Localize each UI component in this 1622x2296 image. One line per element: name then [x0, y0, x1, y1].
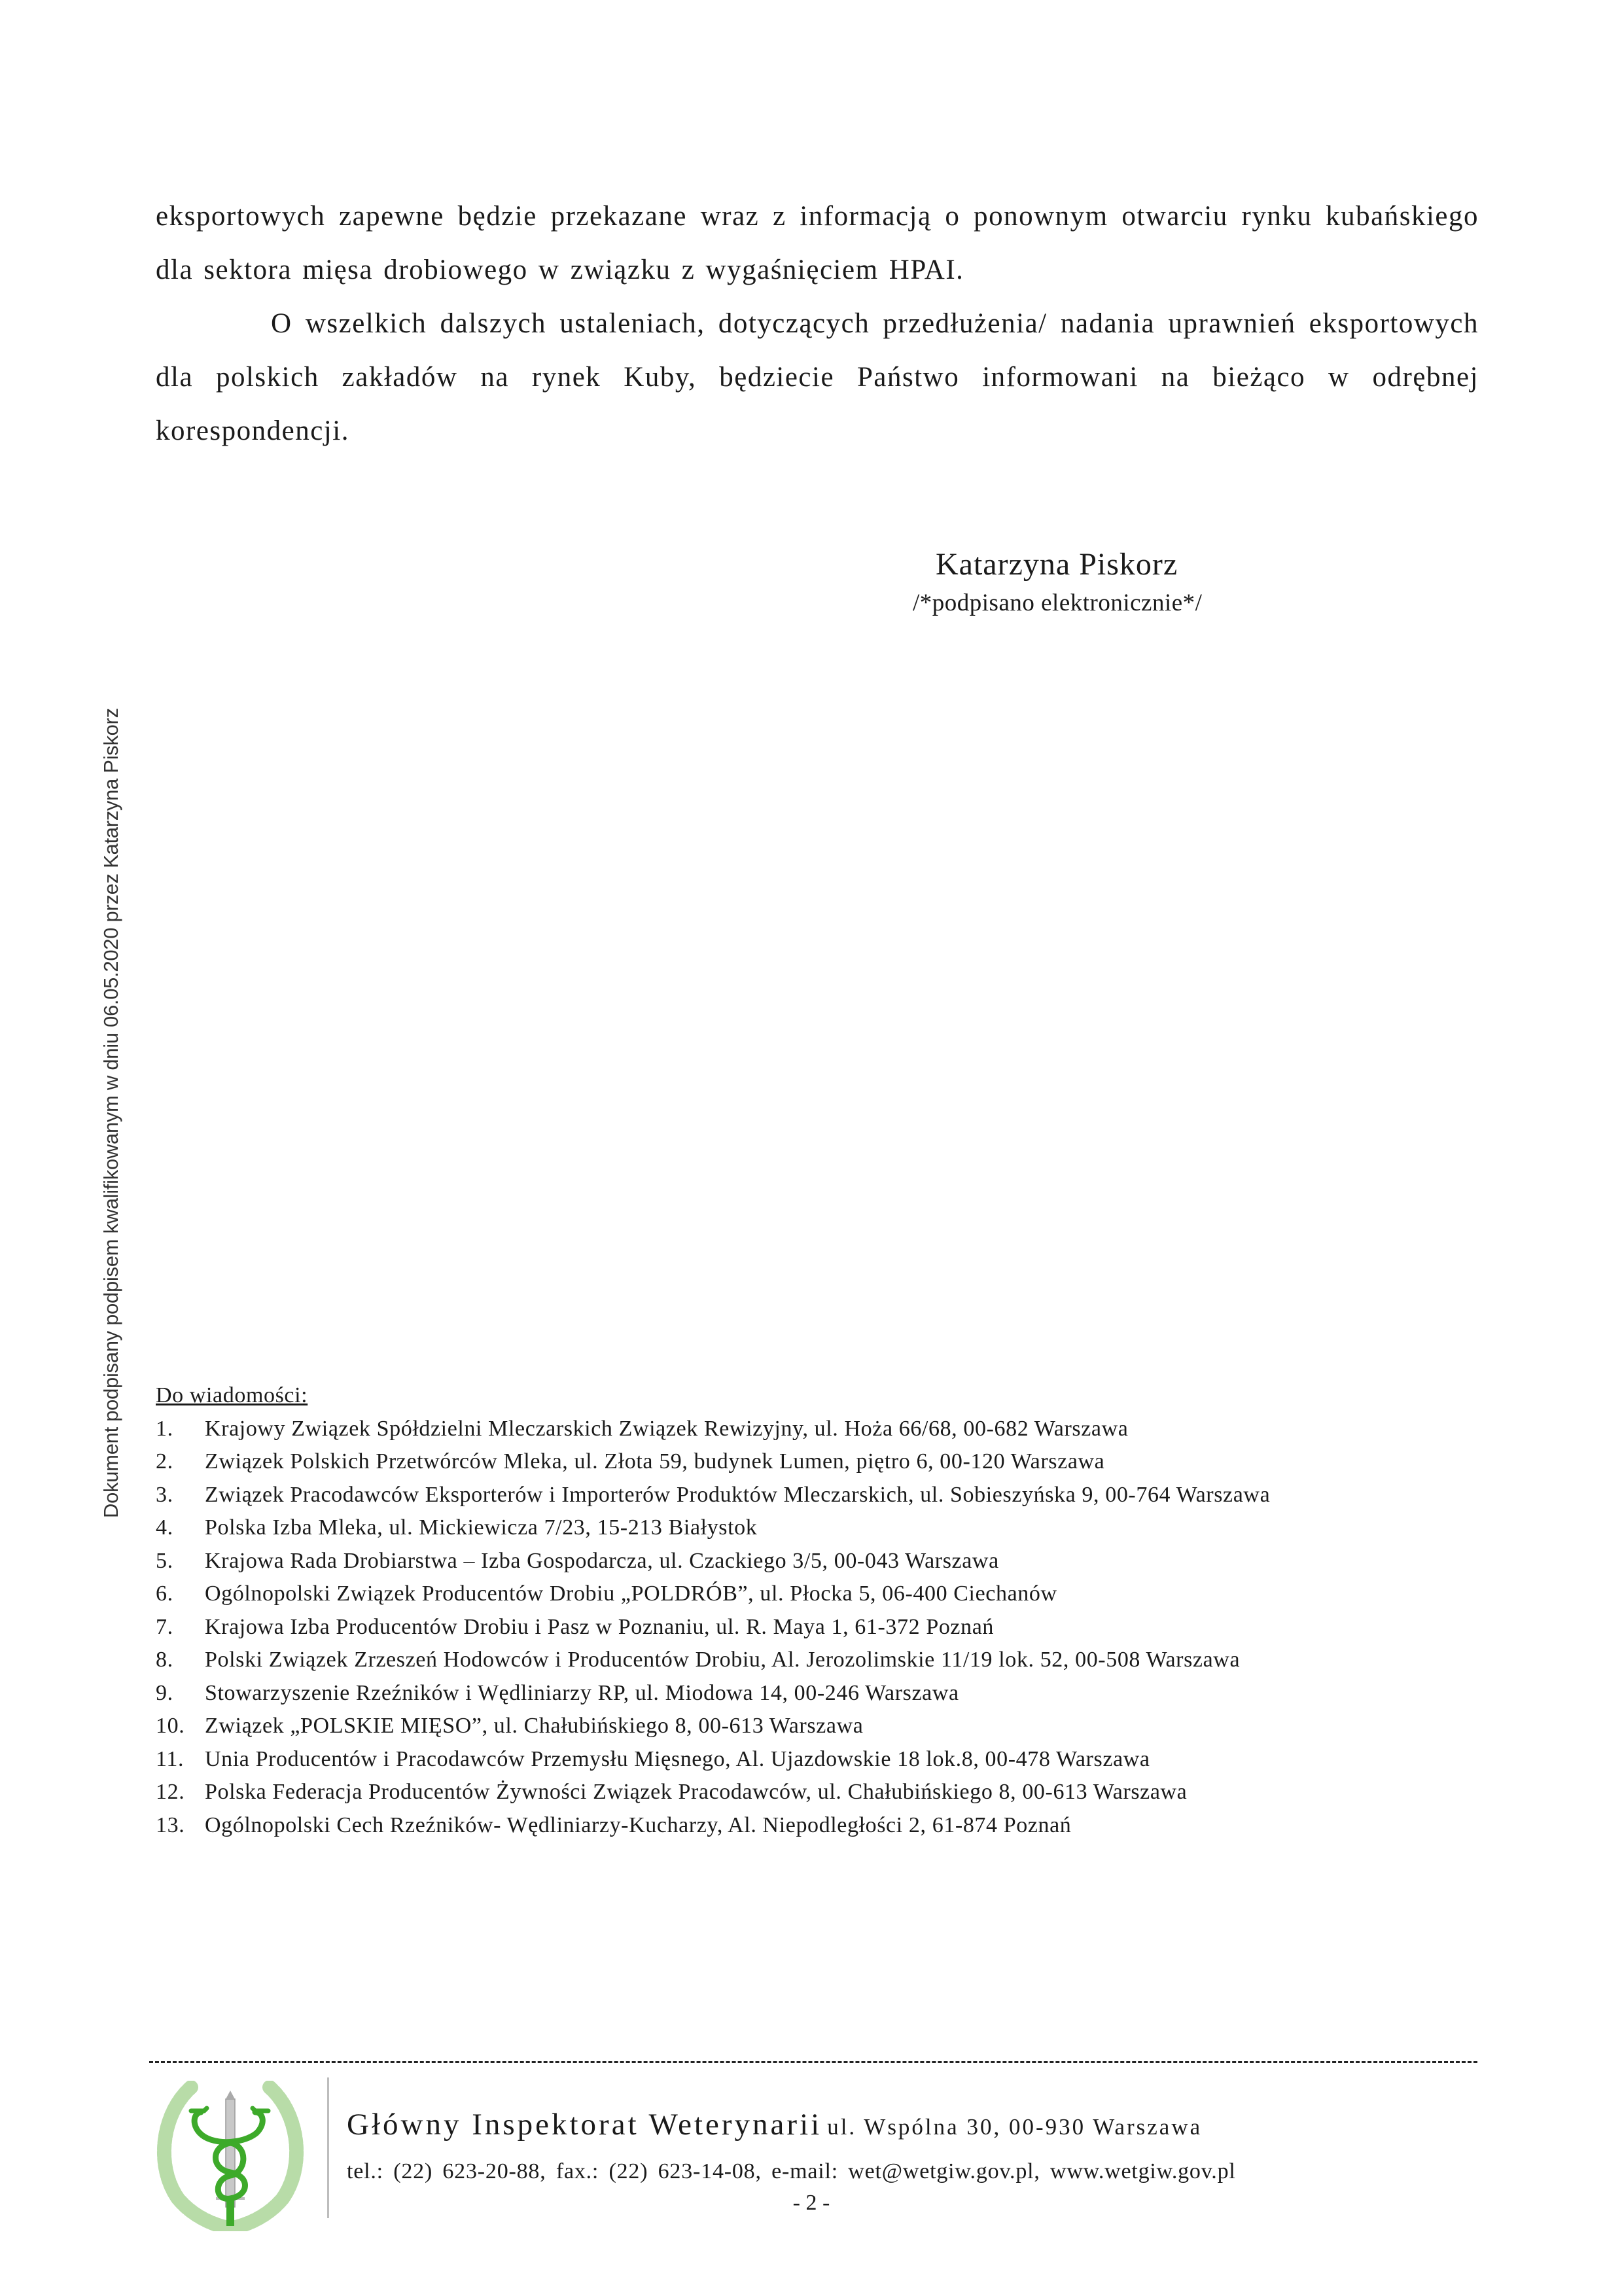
- paragraph-continuation: eksportowych zapewne będzie przekazane wraz z informacją o ponownym otwarciu rynku kubańskiego dla sektora mięsa drobiowego w związku z wygaśnięciem HPAI.: [156, 201, 1479, 285]
- item-text: Krajowa Rada Drobiarstwa – Izba Gospodarcza, ul. Czackiego 3/5, 00-043 Warszawa: [205, 1548, 999, 1573]
- list-item: [156, 1677, 1484, 1710]
- paragraph-further-arrangements: O wszelkich dalszych ustaleniach, dotyczących przedłużenia/ nadania uprawnień eksportowych dla polskich zakładów na rynek Kuby, będziecie Państwo informowani na bieżąco w odrębnej korespondencji.: [156, 308, 1479, 446]
- distribution-heading: Do wiadomości:: [156, 1383, 308, 1407]
- item-number: 1.: [156, 1416, 173, 1441]
- item-number: 9.: [156, 1680, 173, 1705]
- list-item: [156, 1479, 1484, 1512]
- item-text: Polska Federacja Producentów Żywności Związek Pracodawców, ul. Chałubińskiego 8, 00-613 Warszawa: [205, 1780, 1188, 1804]
- list-item: [156, 1545, 1484, 1578]
- item-text: Związek „POLSKIE MIĘSO”, ul. Chałubińskiego 8, 00-613 Warszawa: [205, 1714, 864, 1738]
- list-item: [156, 1611, 1484, 1644]
- list-item: [156, 1578, 1484, 1611]
- item-number: 6.: [156, 1581, 173, 1606]
- distribution-list: [156, 1379, 1484, 1842]
- item-number: 4.: [156, 1515, 173, 1540]
- item-number: 8.: [156, 1648, 173, 1672]
- institution-address: ul. Wspólna 30, 00-930 Warszawa: [827, 2114, 1203, 2140]
- item-number: 12.: [156, 1780, 185, 1804]
- list-item: [156, 1776, 1484, 1809]
- item-number: 3.: [156, 1482, 173, 1507]
- item-text: Krajowy Związek Spółdzielni Mleczarskich Związek Rewizyjny, ul. Hoża 66/68, 00-682 Warszawa: [205, 1416, 1129, 1441]
- item-number: 5.: [156, 1548, 173, 1573]
- item-text: Polska Izba Mleka, ul. Mickiewicza 7/23, 15-213 Białystok: [205, 1515, 758, 1540]
- list-item: [156, 1511, 1484, 1545]
- signatory-name: Katarzyna Piskorz: [936, 547, 1178, 582]
- list-item: [156, 1413, 1484, 1446]
- list-item: [156, 1644, 1484, 1677]
- item-text: Polski Związek Zrzeszeń Hodowców i Producentów Drobiu, Al. Jerozolimskie 11/19 lok. 52, 00-508 Warszawa: [205, 1648, 1241, 1672]
- item-text: Ogólnopolski Związek Producentów Drobiu „POLDRÓB”, ul. Płocka 5, 06-400 Ciechanów: [205, 1581, 1057, 1606]
- item-text: Krajowa Izba Producentów Drobiu i Pasz w Poznaniu, ul. R. Maya 1, 61-372 Poznań: [205, 1614, 995, 1639]
- page-number: - 2 -: [792, 2191, 830, 2215]
- item-number: 11.: [156, 1746, 185, 1771]
- letter-body: [156, 190, 1479, 458]
- electronic-signature-note: /*podpisano elektronicznie*/: [913, 590, 1203, 616]
- item-text: Związek Polskich Przetwórców Mleka, ul. Złota 59, budynek Lumen, piętro 6, 00-120 Warszawa: [205, 1449, 1105, 1474]
- item-text: Unia Producentów i Pracodawców Przemysłu Mięsnego, Al. Ujazdowskie 18 lok.8, 00-478 Warszawa: [205, 1746, 1150, 1771]
- footer-vertical-divider: [327, 2077, 329, 2218]
- item-text: Związek Pracodawców Eksporterów i Importerów Produktów Mleczarskich, ul. Sobieszyńska 9, 00-764 Warszawa: [205, 1482, 1271, 1507]
- list-item: [156, 1809, 1484, 1843]
- institution-header: [347, 2107, 1202, 2142]
- footer-divider-line: [149, 2061, 1477, 2063]
- list-item: [156, 1710, 1484, 1743]
- institution-contact: tel.: (22) 623-20-88, fax.: (22) 623-14-08, e-mail: wet@wetgiw.gov.pl, www.wetgiw.gov.pl: [347, 2159, 1236, 2183]
- item-text: Ogólnopolski Cech Rzeźników- Wędliniarzy-Kucharzy, Al. Niepodległości 2, 61-874 Poznań: [205, 1812, 1072, 1837]
- signature-block: [913, 546, 1202, 620]
- institution-name: Główny Inspektorat Weterynarii: [347, 2108, 822, 2142]
- recipients-list: [156, 1413, 1484, 1843]
- list-item: [156, 1743, 1484, 1776]
- qualified-signature-note: Dokument podpisany podpisem kwalifikowanym w dniu 06.05.2020 przez Katarzyna Piskorz: [99, 708, 122, 1518]
- item-number: 13.: [156, 1812, 185, 1837]
- item-text: Stowarzyszenie Rzeźników i Wędliniarzy RP, ul. Miodowa 14, 00-246 Warszawa: [205, 1680, 959, 1705]
- list-item: [156, 1445, 1484, 1479]
- caduceus-wreath-logo-icon: [152, 2081, 315, 2231]
- item-number: 10.: [156, 1714, 185, 1738]
- item-number: 7.: [156, 1614, 173, 1639]
- item-number: 2.: [156, 1449, 173, 1474]
